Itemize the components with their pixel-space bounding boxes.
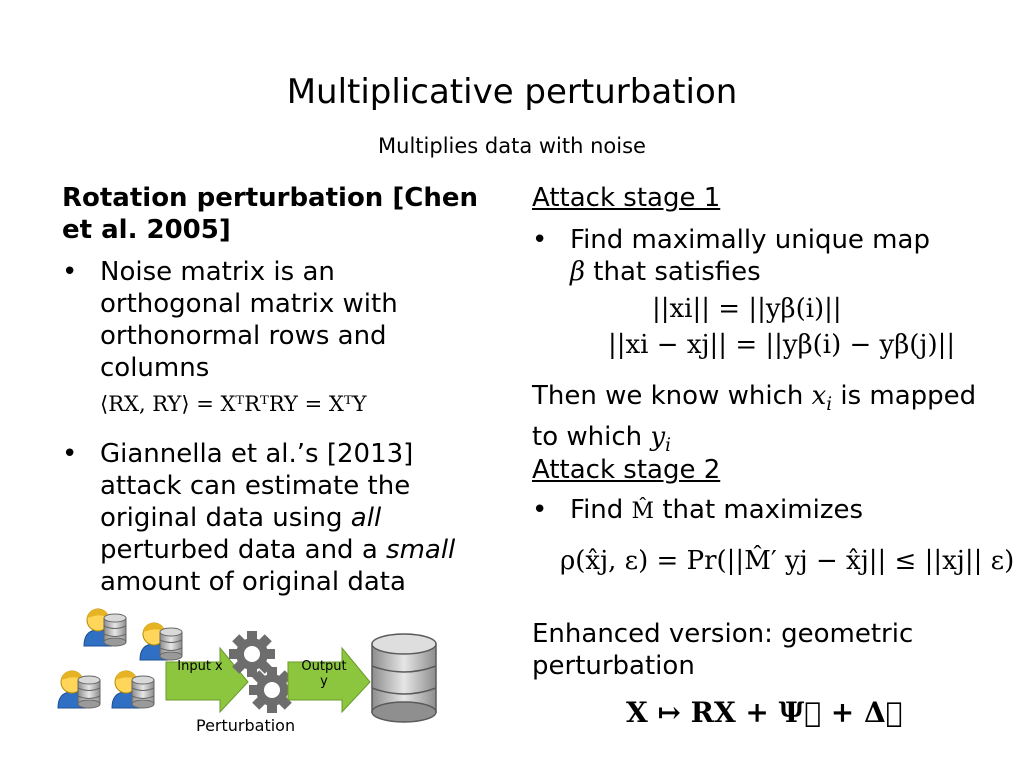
perturbation-diagram [52,604,452,732]
emphasis-all: all [350,503,382,533]
input-x-label: Input x [177,659,223,674]
text-run: Find [570,495,624,525]
bullet-find-m-text [570,494,863,528]
bullet-marker: • [62,257,78,287]
beta-symbol: β [570,257,586,287]
inner-product-formula: ⟨RX, RY⟩ = XᵀRᵀRY = XᵀY [100,392,367,416]
y-var: y [650,422,666,453]
norm-equation-2: ||xi − xj|| = ||yβ(i) − yβ(j)|| [608,330,956,360]
bullet-marker: • [532,495,548,525]
mapping-statement [532,380,992,462]
text-run: Giannella et al.’s [2013] attack can estimate the original data using [100,439,414,533]
text-run: amount of original data [100,567,406,597]
attack-stage-1-heading: Attack stage 1 [532,183,721,213]
output-database-icon [372,634,436,722]
bullet-find-map [532,224,972,288]
text-run: that maximizes [654,495,864,525]
slide-subtitle: Multiplies data with noise [378,134,646,158]
bullet-giannella-text [100,438,492,598]
attack-stage-2-heading: Attack stage 2 [532,455,721,485]
text-run: Find maximally unique map [570,225,930,255]
perturbation-label: Perturbation [196,716,296,735]
slide-title: Multiplicative perturbation [286,72,738,112]
norm-equation-1: ||xi|| = ||yβ(i)|| [652,294,842,324]
database-icon [160,628,182,660]
x-var: x [811,381,827,411]
bullet-noise-matrix-text: Noise matrix is an orthogonal matrix with orthonormal rows and columns [100,257,398,383]
database-icon [104,614,126,646]
text-run: that satisfies [585,257,761,287]
output-y-label: Output y [301,659,347,689]
m-hat-symbol: M̂ [631,499,655,524]
text-run: perturbed data and a [100,535,387,565]
x-subscript: i [826,394,833,416]
database-icon [132,676,154,708]
bullet-marker: • [62,439,78,469]
emphasis-small: small [386,535,456,565]
bullet-giannella-attack [62,438,492,598]
bullet-marker: • [532,225,548,255]
bullet-noise-matrix [62,256,462,384]
text-run: Then we know which [532,381,812,411]
rotation-perturbation-heading: Rotation perturbation [Chen et al. 2005] [62,183,478,245]
bullet-find-m [532,494,972,528]
geometric-perturbation-formula: X ↦ RX + Ψ⃗ + Δ⃗ [626,696,903,729]
enhanced-version-text: Enhanced version: geometric perturbation [532,619,914,681]
y-subscript: i [665,435,671,457]
database-icon [78,676,100,708]
probability-formula: ρ(x̂j, ε) = Pr(||M̂′ yj − x̂j|| ≤ ||xj|| ε) [560,546,1015,576]
bullet-find-map-text [570,224,930,288]
text-run: is mapped to which [532,381,977,453]
